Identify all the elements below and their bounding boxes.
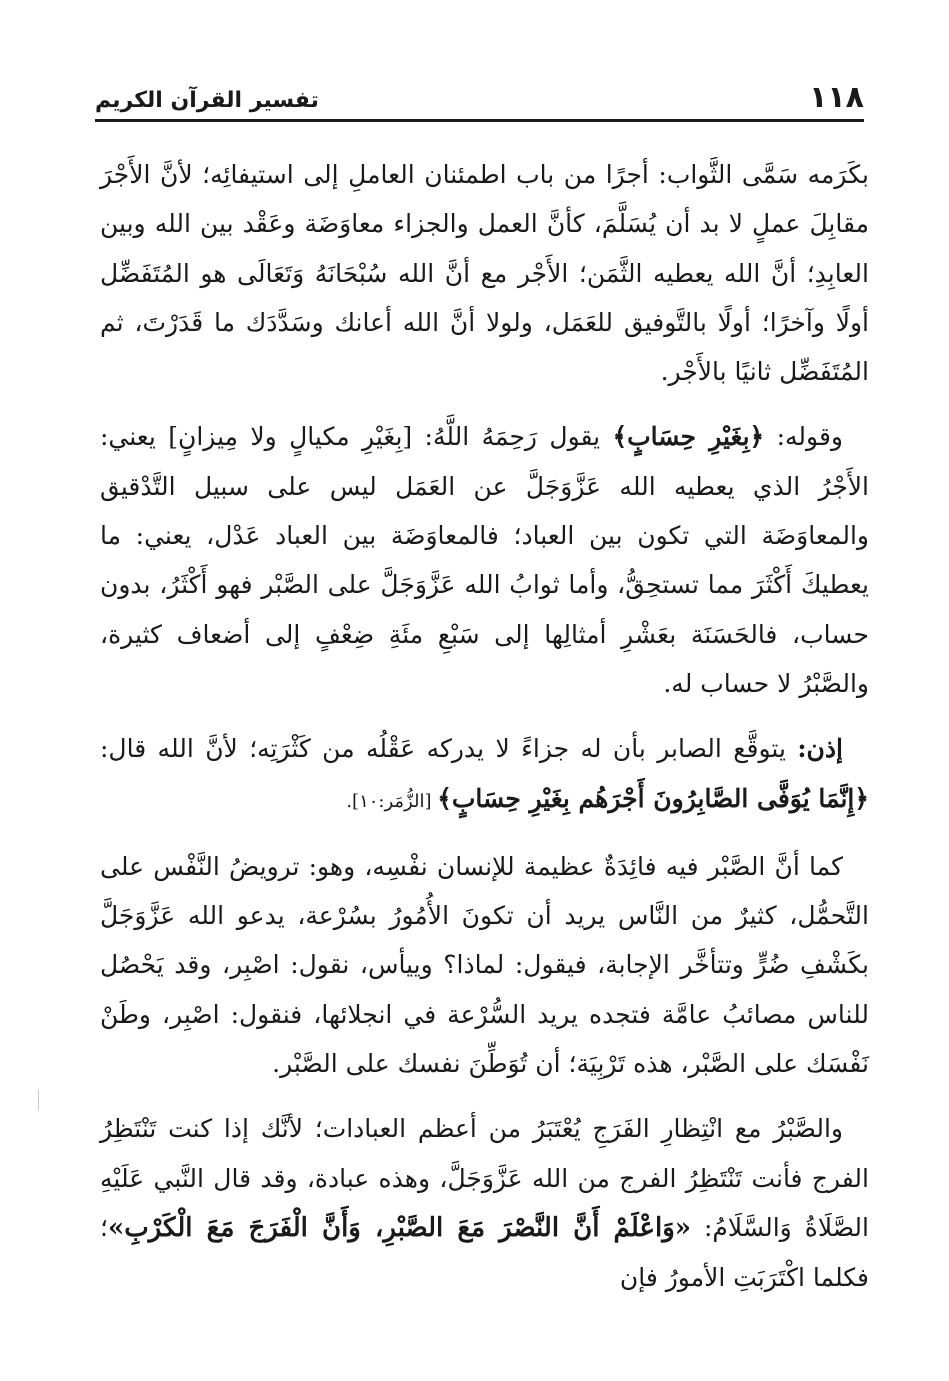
paragraph-4 [100, 842, 869, 1088]
page-number: ١١٨ [809, 80, 864, 115]
verse-reference: [الزُّمَر:١٠]. [346, 790, 438, 812]
paragraph-text: وقوله: [764, 422, 843, 452]
paragraph-2 [100, 412, 869, 708]
lead-word: إذن: [797, 734, 843, 764]
running-title: تفسير القرآن الكريم [95, 88, 319, 113]
paragraph-text: ؛ فكلما اكْتَرَبَتِ الأمورُ فإن [100, 1212, 869, 1293]
paragraph-text: بكَرَمه سَمَّى الثَّواب: أجرًا من باب اطمئنان العاملِ إلى استيفائِه؛ لأنَّ الأَجْرَ مقابِلَ عملٍ لا بد أن يُسَلَّمَ، كأنَّ العمل والجزاء معاوَضَة وعَقْد بين الله وبين العابِدِ؛ أنَّ الله يعطيه الثَّمَن؛ الأَجْر مع أنَّ الله سُبْحَانَهُ وَتَعَالَى هو المُتَفَضِّل أولًا وآخرًا؛ أولًا بالتَّوفيق للعَمَل، ولولا أنَّ الله أعانك وسَدَّدَك ما قَدَرْتَ، ثم المُتَفَضِّل ثانيًا بالأَجْر. [100, 160, 869, 387]
paragraph-3 [100, 724, 869, 826]
body-text [100, 150, 869, 1319]
quran-verse: ﴿إِنَّمَا يُوَفَّى الصَّابِرُونَ أَجْرَهُم بِغَيْرِ حِسَابٍ﴾ [437, 783, 869, 813]
paragraph-5 [100, 1104, 869, 1302]
quran-verse: ﴿بِغَيْرِ حِسَابٍ﴾ [612, 422, 765, 452]
paragraph-text: والصَّبْرُ مع انْتِظارِ الفَرَجِ يُعْتَبَرُ من أعظم العبادات؛ لأنَّك إذا كنت تَنْتَظِرُ الفرج فأنت تَنْتَظِرُ الفرج من الله عَزَّوَجَلَّ، وهذه عبادة، وقد قال النَّبي عَلَيْهِ الصَّلَاةُ وَالسَّلَامُ: [100, 1114, 869, 1242]
scan-margin-mark [38, 1090, 39, 1110]
paragraph-1 [100, 150, 869, 396]
hadith-quote: «وَاعْلَمْ أَنَّ النَّصْرَ مَعَ الصَّبْرِ، وَأَنَّ الْفَرَجَ مَعَ الْكَرْبِ» [107, 1212, 692, 1243]
page-header [95, 80, 864, 122]
paragraph-text: يتوقَّع الصابر بأن له جزاءً لا يدركه عَقْلُه من كَثْرَتِه؛ لأنَّ الله قال: [100, 734, 798, 764]
paragraph-text: كما أنَّ الصَّبْر فيه فائِدَةٌ عظيمة للإنسان نفْسِه، وهو: ترويضُ النَّفْس على التَّحمُّل، كثيرٌ من النَّاس يريد أن تكونَ الأُمُورُ بسُرْعة، يدعو الله عَزَّوَجَلَّ بكَشْفِ ضُرٍّ وتتأخَّر الإجابة، فيقول: لماذا؟ وييأس، نقول: اصْبِر، وقد يَحْصُل للناس مصائبُ عامَّة فتجده يريد السُّرْعة في انجلائها، فنقول: اصْبِر، وطَنْ نَفْسَك على الصَّبْر، هذه تَرْبِيَة؛ أن تُوَطِّنَ نفسك على الصَّبْر. [100, 851, 869, 1079]
paragraph-text: يقول رَحِمَهُ اللَّهُ: [بِغَيْرِ مكيالٍ ولا مِيزانٍ] يعني: الأَجْرُ الذي يعطيه الله عَزَّوَجَلَّ عن العَمَل ليس على سبيل التَّدْقيق والمعاوَضَة التي تكون بين العباد؛ فالمعاوَضَة بين العباد عَدْل، يعني: ما يعطيكَ أَكْثَرَ مما تستحِقُّ، وأما ثوابُ الله عَزَّوَجَلَّ على الصَّبْر فهو أَكْثَرُ، بدون حساب، فالحَسَنَة بعَشْرِ أمثالِها إلى سَبْعِ مئَةِ ضِعْفٍ إلى أضعاف كثيرة، والصَّبْرُ لا حساب له. [100, 422, 869, 698]
